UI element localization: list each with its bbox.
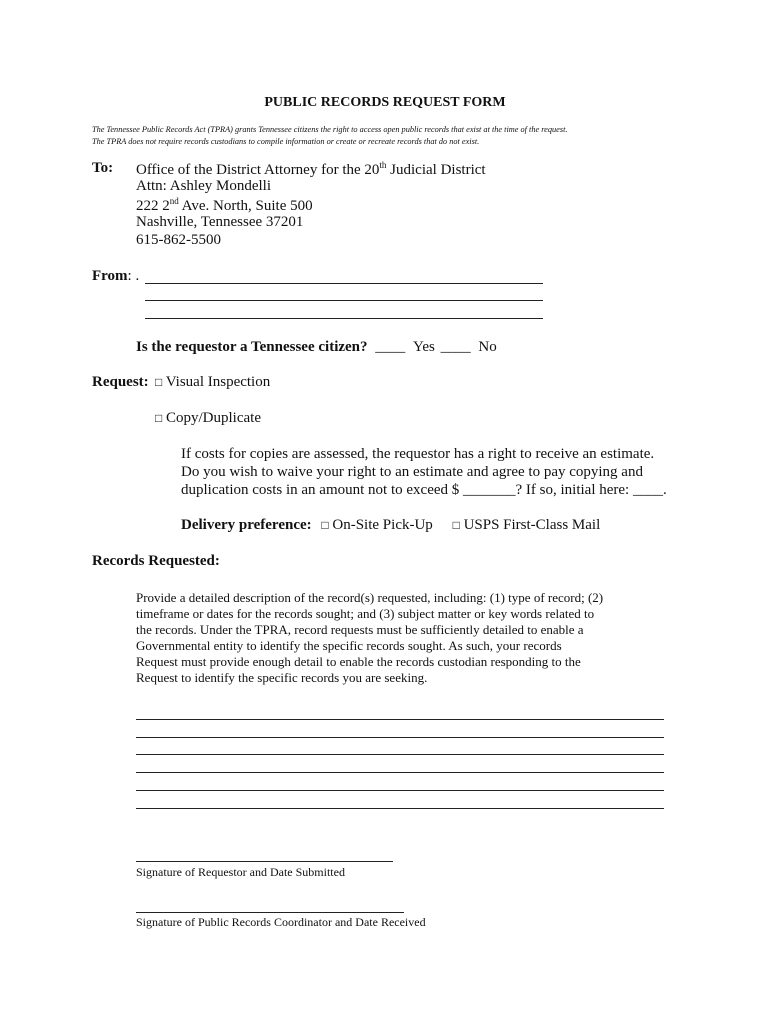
to-office: Office of the District Attorney for the 20th Judicial District: [136, 160, 486, 178]
records-line-5[interactable]: [136, 790, 664, 791]
requestor-signature-label: Signature of Requestor and Date Submitted: [136, 865, 345, 879]
citizen-question: Is the requestor a Tennessee citizen? ____ Yes ____ No: [136, 339, 497, 355]
from-label: From: .: [92, 268, 140, 284]
records-line-3[interactable]: [136, 754, 664, 755]
records-desc-line-5: Request must provide enough detail to enable the records custodian responding to the: [136, 654, 581, 669]
estimate-line-1: If costs for copies are assessed, the requestor has a right to receive an estimate.: [181, 446, 655, 462]
delivery-usps-option[interactable]: □ USPS First-Class Mail: [452, 517, 601, 533]
from-line-1[interactable]: [145, 283, 543, 284]
records-desc-line-2: timeframe or dates for the records sought; and (3) subject matter or key words related to: [136, 606, 595, 621]
to-city: Nashville, Tennessee 37201: [136, 214, 304, 230]
delivery-onsite-option[interactable]: □ On-Site Pick-Up: [321, 517, 433, 533]
records-line-1[interactable]: [136, 719, 664, 720]
requestor-signature-line[interactable]: [136, 861, 393, 862]
records-requested-label: Records Requested:: [92, 553, 220, 569]
estimate-line-2: Do you wish to waive your right to an estimate and agree to pay copying and: [181, 464, 643, 480]
citizen-yes-blank[interactable]: ____: [375, 339, 406, 355]
to-street: 222 2nd Ave. North, Suite 500: [136, 196, 313, 214]
coordinator-signature-line[interactable]: [136, 912, 404, 913]
records-desc-line-3: the records. Under the TPRA, record requests must be sufficiently detailed to enable a: [136, 622, 584, 637]
form-title: PUBLIC RECORDS REQUEST FORM: [264, 95, 506, 110]
records-desc-line-4: Governmental entity to identify the specific records sought. As such, your records: [136, 638, 562, 653]
option-visual-inspection[interactable]: □ Visual Inspection: [155, 374, 271, 390]
to-label: To:: [92, 160, 114, 176]
estimate-line-3: duplication costs in an amount not to exceed $ _______? If so, initial here: ____.: [181, 482, 667, 498]
to-attn: Attn: Ashley Mondelli: [136, 178, 271, 194]
delivery-preference: Delivery preference: □ On-Site Pick-Up □ USPS First-Class Mail: [181, 517, 601, 533]
coordinator-signature-label: Signature of Public Records Coordinator and Date Received: [136, 915, 426, 929]
option-copy-duplicate[interactable]: □ Copy/Duplicate: [155, 410, 261, 426]
intro-line-2: The TPRA does not require records custodians to compile information or create or recreate records that do not exist.: [92, 137, 480, 146]
records-line-2[interactable]: [136, 737, 664, 738]
records-desc-line-1: Provide a detailed description of the record(s) requested, including: (1) type of record; (2): [136, 590, 604, 605]
from-line-3[interactable]: [145, 318, 543, 319]
records-desc-line-6: Request to identify the specific records you are seeking.: [136, 670, 428, 685]
to-phone: 615-862-5500: [136, 232, 221, 248]
citizen-no-blank[interactable]: ____: [440, 339, 471, 355]
from-line-2[interactable]: [145, 300, 543, 301]
records-line-6[interactable]: [136, 808, 664, 809]
intro-line-1: The Tennessee Public Records Act (TPRA) grants Tennessee citizens the right to access open public records that exist at the time of the request.: [92, 125, 568, 134]
records-line-4[interactable]: [136, 772, 664, 773]
checkbox-icon[interactable]: □: [321, 518, 329, 532]
checkbox-icon[interactable]: □: [155, 375, 163, 389]
citizen-no-label: No: [478, 339, 497, 355]
request-label: Request:: [92, 374, 149, 390]
checkbox-icon[interactable]: □: [155, 411, 163, 425]
citizen-yes-label: Yes: [413, 339, 435, 355]
checkbox-icon[interactable]: □: [452, 518, 460, 532]
